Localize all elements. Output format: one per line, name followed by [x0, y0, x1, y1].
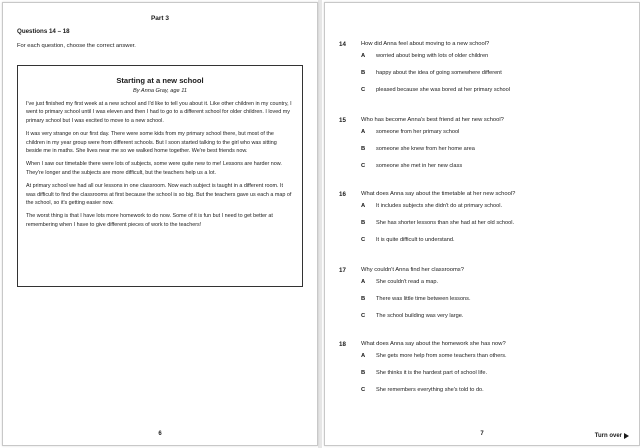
question-number: 16 [339, 191, 346, 198]
question-text: What does Anna say about the timetable at her new school? [361, 191, 516, 197]
option-letter: B [361, 70, 366, 76]
option-letter: B [361, 296, 366, 302]
option-text: The school building was very large. [376, 313, 464, 319]
option-b[interactable] [339, 146, 629, 163]
question-text: How did Anna feel about moving to a new school? [361, 41, 490, 47]
option-text: someone she knew from her home area [376, 146, 475, 152]
option-letter: B [361, 370, 366, 376]
part-title: Part 3 [150, 15, 170, 22]
option-c[interactable] [339, 313, 629, 330]
question-14 [339, 41, 629, 104]
option-letter: A [361, 353, 366, 359]
option-letter: A [361, 279, 366, 285]
question-18 [339, 341, 629, 404]
option-text: someone she met in her new class [376, 163, 463, 169]
article-paragraph: At primary school we had all our lessons in one classroom. Now each subject is taught in a different room. It was difficult to find the classrooms at first because the school is so big. But the teachers gave us each a map of the school, so it's getting easier now. [26, 183, 292, 207]
question-17 [339, 267, 629, 330]
turn-over-label [595, 433, 629, 439]
option-text: pleased because she was bored at her primary school [376, 87, 511, 93]
article-paragraph: The worst thing is that I have lots more homework to do now. Some of it is fun but I need to get better at remembering when I have to give different pieces of work to the teachers! [26, 213, 273, 228]
option-a[interactable] [339, 353, 629, 370]
left-page [2, 2, 318, 446]
question-text: Why couldn't Anna find her classrooms? [361, 267, 464, 273]
option-letter: C [361, 313, 366, 319]
option-b[interactable] [339, 220, 629, 237]
option-text: She has shorter lessons than she had at her old school. [376, 220, 515, 226]
option-letter: A [361, 203, 366, 209]
question-number: 17 [339, 267, 346, 274]
option-text: worried about being with lots of older children [376, 53, 489, 59]
option-text: It is quite difficult to understand. [376, 237, 455, 243]
turn-over-text: Turn over [594, 433, 622, 439]
arrow-right-icon [624, 433, 629, 439]
option-a[interactable] [339, 279, 629, 296]
option-letter: C [361, 87, 366, 93]
option-b[interactable] [339, 370, 629, 387]
article-title: Starting at a new school [116, 76, 204, 85]
article-byline: By Anna Gray, age 11 [133, 88, 187, 94]
option-letter: C [361, 237, 366, 243]
page-number-left: 6 [158, 431, 162, 437]
option-letter: B [361, 146, 366, 152]
option-text: There was little time between lessons. [376, 296, 471, 302]
option-c[interactable] [339, 387, 629, 404]
option-letter: A [361, 53, 366, 59]
page-number-right: 7 [480, 431, 484, 437]
option-text: She remembers everything she's told to do. [376, 387, 484, 393]
option-c[interactable] [339, 237, 629, 254]
instruction-text: For each question, choose the correct answer. [17, 43, 136, 49]
option-b[interactable] [339, 70, 629, 87]
option-text: It includes subjects she didn't do at primary school. [376, 203, 503, 209]
option-c[interactable] [339, 87, 629, 104]
article-paragraph: I've just finished my first week at a new school and I'd like to tell you about it. Like other children in my country, I went to primary school until I was eleven and then I had to go to a different school for older children. I loved my primary school but I was excited to move to a new school. [26, 101, 292, 124]
option-b[interactable] [339, 296, 629, 313]
option-text: She thinks it is the hardest part of school life. [376, 370, 488, 376]
question-number: 18 [339, 341, 346, 348]
option-a[interactable] [339, 129, 629, 146]
option-a[interactable] [339, 53, 629, 70]
option-text: She gets more help from some teachers than others. [376, 353, 507, 359]
question-text: Who has become Anna's best friend at her new school? [361, 117, 504, 123]
option-letter: C [361, 163, 366, 169]
option-letter: B [361, 220, 366, 226]
question-text: What does Anna say about the homework she has now? [361, 341, 506, 347]
article-paragraph: When I saw our timetable there were lots of subjects, some were quite new to me! Lessons are harder now. They're longer and the subjects are more difficult, but the teachers help us a lot. [26, 161, 282, 176]
option-letter: C [361, 387, 366, 393]
question-number: 15 [339, 117, 346, 124]
book-gutter [318, 0, 322, 448]
right-page [324, 2, 640, 446]
option-text: someone from her primary school [376, 129, 460, 135]
question-range: Questions 14 – 18 [17, 28, 70, 35]
article-paragraph: It was very strange on our first day. There were some kids from my primary school there, but most of the children in my year group were from different schools. But I soon started talking to the girl who was sitting beside me in maths. She lives near me so we walked home together. We're best friends now. [26, 131, 277, 155]
option-a[interactable] [339, 203, 629, 220]
question-16 [339, 191, 629, 254]
option-letter: A [361, 129, 366, 135]
option-c[interactable] [339, 163, 629, 180]
question-15 [339, 117, 629, 180]
option-text: happy about the idea of going somewhere different [376, 70, 502, 76]
article-box [17, 65, 303, 287]
question-number: 14 [339, 41, 346, 48]
option-text: She couldn't read a map. [376, 279, 439, 285]
